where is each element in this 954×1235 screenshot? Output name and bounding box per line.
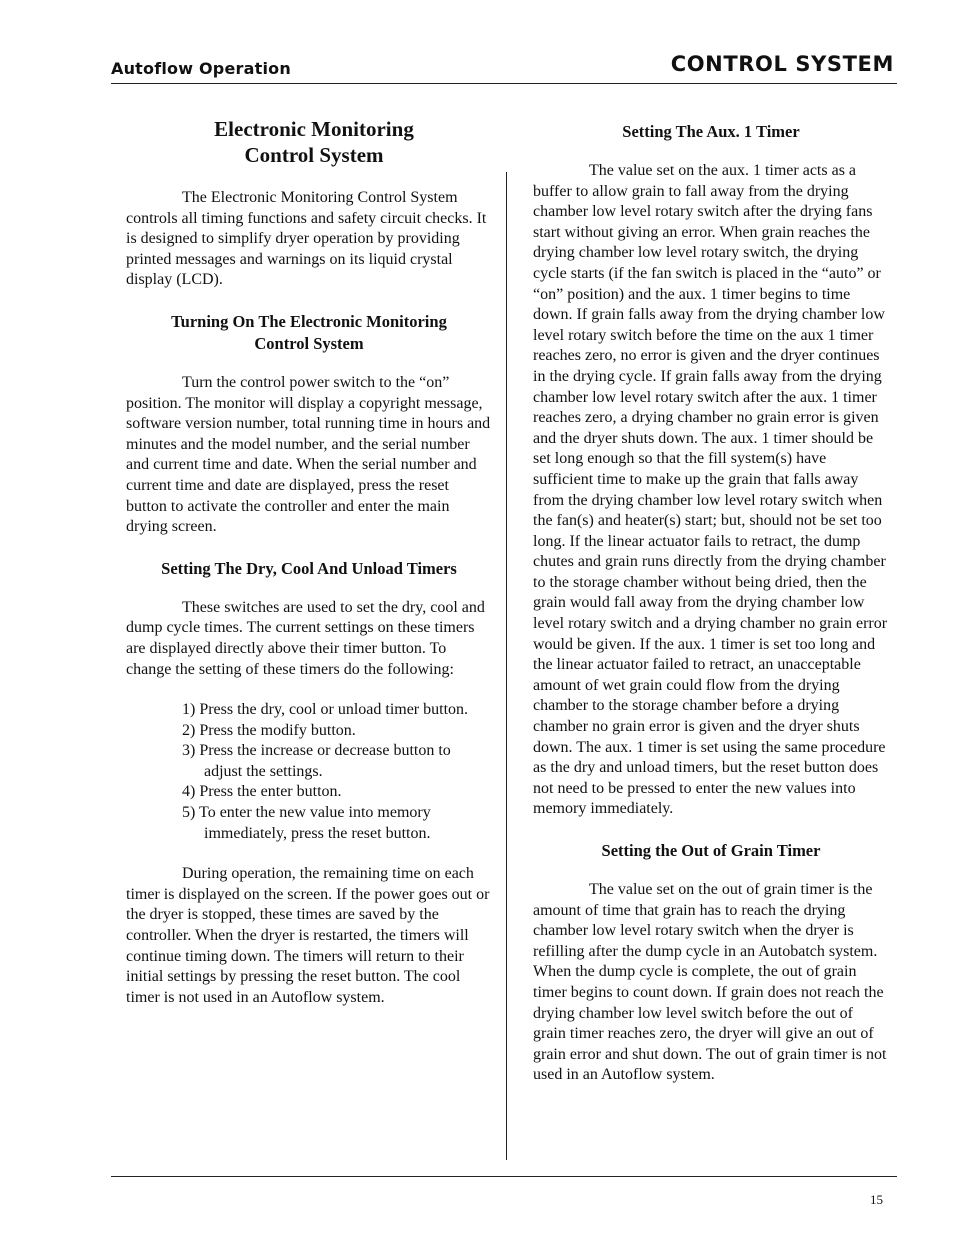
turning-on-paragraph: Turn the control power switch to the “on” position. The monitor will display a copyright message, software version number, total running time in hours and minutes and the model number, and the serial number and current time and date. When the serial number and current time and date are displayed, press the reset button to activate the controller and enter the main drying screen. — [126, 373, 491, 536]
turning-on-heading-line2: Control System — [254, 333, 364, 353]
turning-on-heading-line1: Turning On The Electronic Monitoring — [171, 311, 447, 331]
operation-paragraph: During operation, the remaining time on each timer is displayed on the screen. If the power goes out or the dryer is stopped, these times are saved by the controller. When the dryer is restarted, the timers will continue timing down. The timers will return to their initial settings by pressing the reset button. The cool timer is not used in an Autoflow system. — [126, 865, 490, 1006]
page-number: 15 — [870, 1192, 883, 1207]
page-title — [126, 116, 492, 168]
list-item: 4) Press the enter button. — [182, 783, 342, 801]
aux-timer-paragraph: The value set on the aux. 1 timer acts as a buffer to allow grain to fall away from the drying chamber low level rotary switch after the drying fans start without giving an error. When grain reaches the drying chamber low level rotary switch, the drying cycle starts (if the fan switch is placed in the “auto” or “on” position) and the aux. 1 timer begins to time down. If grain falls away from the drying chamber low level rotary switch before the time on the aux 1 timer reaches zero, no error is given and the dryer continues in the drying cycle. If grain falls away from the drying chamber low level rotary switch after the aux. 1 timer reaches zero, a drying chamber no grain error is given and the dryer shuts down. The aux. 1 timer should be set long enough so that the fill system(s) have sufficient time to make up the grain that falls away from the drying chamber low level rotary switch when the fan(s) and heater(s) start; but, should not be set too long. If the linear actuator fails to retract, the dump chutes and grain runs directly from the drying chamber to the storage chamber without being dried, then the grain would fall away from the drying chamber low level rotary switch and a drying chamber no grain error would be given. If the aux. 1 timer is set too long and the linear actuator failed to retract, an unacceptable amount of wet grain could flow from the drying chamber to the storage chamber before a drying chamber no grain error is given and the dryer shuts down. The aux. 1 timer is set using the same procedure as the dry and unload timers, but the reset button does not need to be pressed to enter the new values into memory immediately. — [533, 162, 888, 818]
list-item: 1) Press the dry, cool or unload timer button. — [182, 701, 469, 719]
timers-heading: Setting The Dry, Cool And Unload Timers — [161, 558, 457, 578]
header-rule — [111, 83, 897, 84]
list-item: 3) Press the increase or decrease button to adjust the settings. — [182, 742, 451, 780]
list-item: 2) Press the modify button. — [182, 721, 356, 739]
page-title-line1: Electronic Monitoring — [214, 117, 414, 141]
chapter-header: CONTROL SYSTEM — [670, 52, 894, 76]
page-title-line2: Control System — [244, 143, 384, 167]
column-divider — [506, 172, 507, 1160]
footer-rule — [111, 1176, 897, 1177]
turning-on-heading — [126, 311, 492, 355]
right-column — [533, 121, 889, 1106]
intro-paragraph: The Electronic Monitoring Control System controls all timing functions and safety circuit checks. It is designed to simplify dryer operation by providing printed messages and warnings on its liquid crystal display (LCD). — [126, 189, 487, 289]
timers-paragraph: These switches are used to set the dry, cool and dump cycle times. The current settings on these timers are displayed directly above their timer button. To change the setting of these timers do the following: — [126, 598, 485, 678]
aux-timer-heading: Setting The Aux. 1 Timer — [622, 122, 800, 141]
out-of-grain-paragraph: The value set on the out of grain timer is the amount of time that grain has to reach the drying chamber low level rotary switch when the dryer is refilling after the dump cycle in an Autobatch system. When the dump cycle is complete, the out of grain timer begins to count down. If grain does not reach the drying chamber low level switch before the out of grain timer reaches zero, the dryer will give an out of grain error and shut down. The out of grain timer is not used in an Autoflow system. — [533, 881, 887, 1084]
timer-steps-list — [126, 700, 492, 844]
out-of-grain-heading: Setting the Out of Grain Timer — [601, 841, 821, 860]
left-column — [126, 116, 492, 1028]
section-header: Autoflow Operation — [111, 59, 291, 78]
list-item: 5) To enter the new value into memory immediately, press the reset button. — [182, 804, 431, 842]
